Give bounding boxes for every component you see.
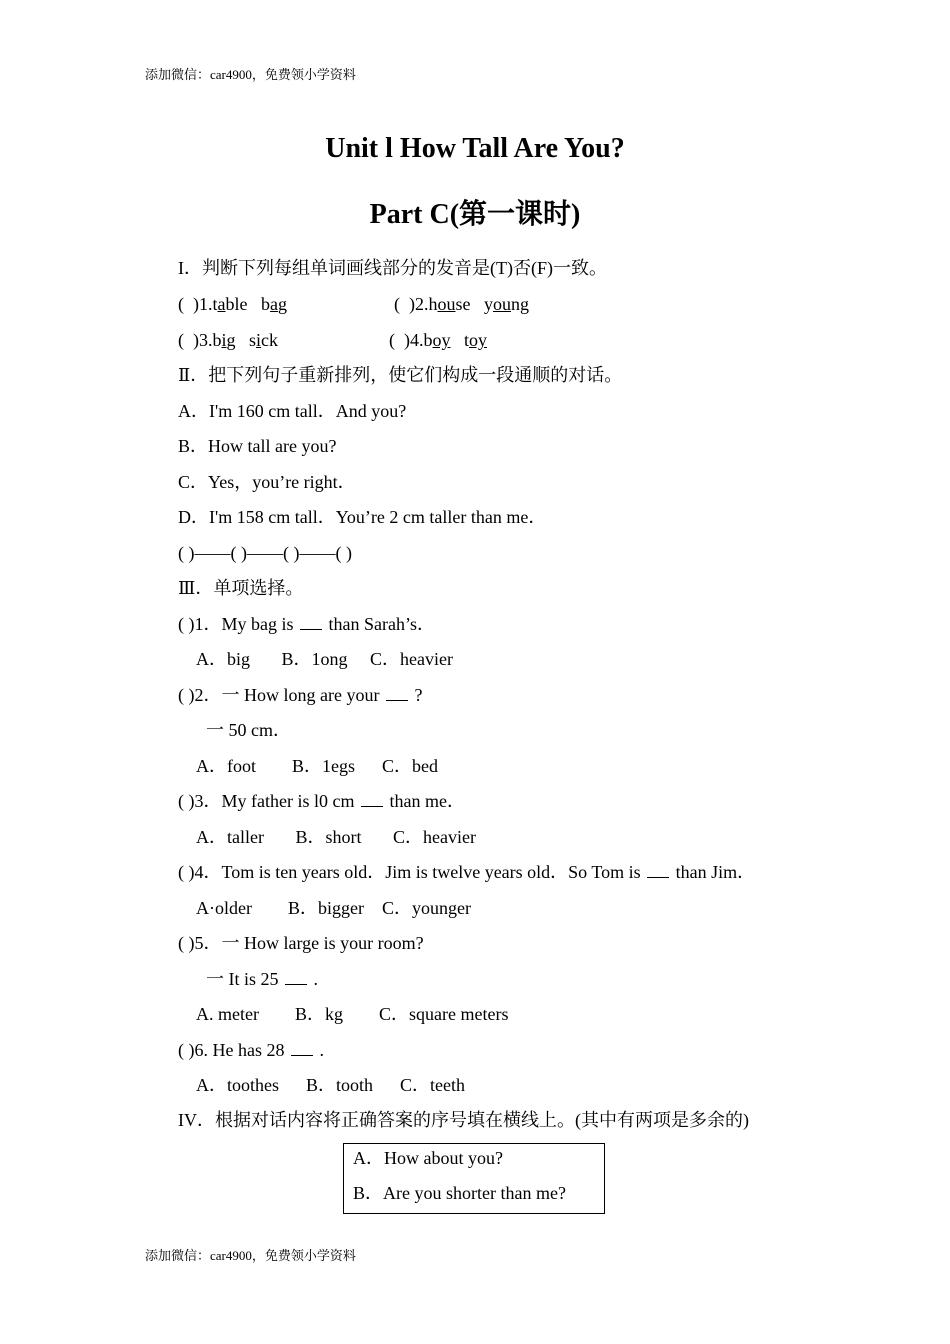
answer-blank xyxy=(300,615,322,630)
box-item: A．How about you? xyxy=(353,1148,503,1168)
section1-row-2: ( )2.house young xyxy=(394,294,529,314)
question-6-options: A．toothes B．tooth C．teeth xyxy=(196,1075,466,1095)
page-title: Unit l How Tall Are You? xyxy=(325,133,625,164)
answer-blank xyxy=(285,970,307,985)
question-4: ( )4．Tom is ten years old．Jim is twelve years old．So Tom is than Jim． xyxy=(178,862,756,882)
dialogue-sentence: B．How tall are you? xyxy=(178,436,337,456)
dialogue-sentence: D．I'm 158 cm tall．You’re 2 cm taller than me． xyxy=(178,507,547,527)
section1-heading: I．判断下列每组单词画线部分的发音是(T)否(F)一致。 xyxy=(178,258,607,278)
box-item: B．Are you shorter than me? xyxy=(353,1183,566,1203)
answer-choices-box xyxy=(343,1143,605,1214)
dialogue-sentence: C．Yes，you’re right． xyxy=(178,472,356,492)
question-5: ( )5．一 How large is your room? xyxy=(178,933,424,953)
dialogue-sentence: A．I'm 160 cm tall．And you? xyxy=(178,401,407,421)
order-answer-line: ( )——( )——( )——( ) xyxy=(178,543,352,563)
question-6: ( )6. He has 28 . xyxy=(178,1040,324,1060)
question-2-options: A．foot B．1egs C．bed xyxy=(196,756,438,776)
section1-row-3: ( )3.big sick xyxy=(178,330,279,350)
question-3-options: A．taller B．short C．heavier xyxy=(196,827,476,847)
answer-blank xyxy=(647,863,669,878)
question-3: ( )3．My father is l0 cm than me． xyxy=(178,791,465,811)
question-5-reply: 一 It is 25 . xyxy=(206,969,319,989)
section1-row-1: ( )1.table bag xyxy=(178,294,288,314)
section4-heading: IV．根据对话内容将正确答案的序号填在横线上。(其中有两项是多余的) xyxy=(178,1110,749,1130)
answer-blank xyxy=(386,686,408,701)
section1-row-4: ( )4.boy toy xyxy=(389,330,488,350)
footer-note: 添加微信：car4900，免费领小学资料 xyxy=(145,1248,356,1263)
question-1-options: A．big B．1ong C．heavier xyxy=(196,649,453,669)
question-2-reply: 一 50 cm． xyxy=(206,720,291,740)
question-2: ( )2．一 How long are your ? xyxy=(178,685,423,705)
section3-heading: Ⅲ．单项选择。 xyxy=(178,578,304,598)
question-5-options: A. meter B．kg C．square meters xyxy=(196,1004,509,1024)
question-4-options: A·older B．bigger C．younger xyxy=(196,898,471,918)
section2-heading: Ⅱ．把下列句子重新排列，使它们构成一段通顺的对话。 xyxy=(178,365,623,385)
question-1: ( )1．My bag is than Sarah’s． xyxy=(178,614,435,634)
page-subtitle: Part C(第一课时) xyxy=(369,199,581,230)
header-note: 添加微信：car4900，免费领小学资料 xyxy=(145,67,356,82)
answer-blank xyxy=(291,1041,313,1056)
answer-blank xyxy=(361,792,383,807)
